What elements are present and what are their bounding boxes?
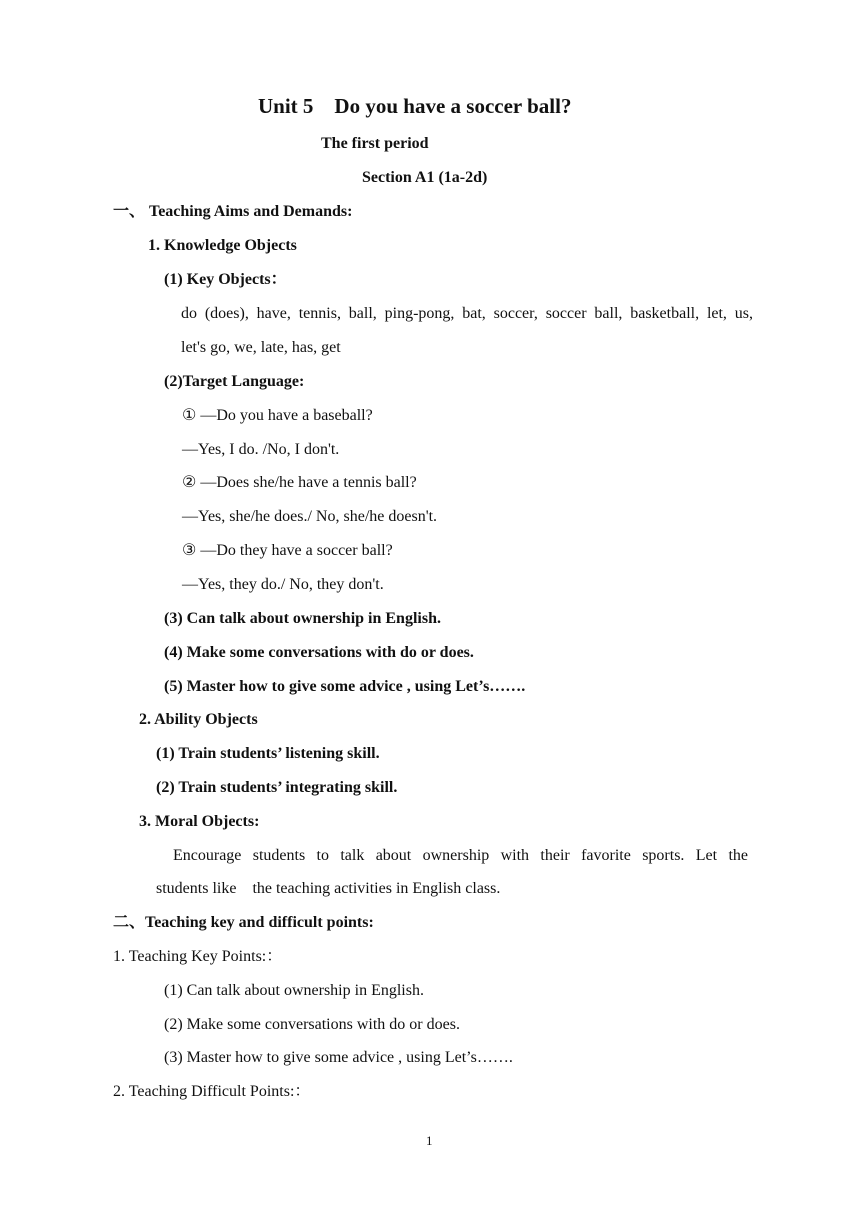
- key-words-line-2: let's go, we, late, has, get: [181, 339, 341, 356]
- key-words-line-1: do (does), have, tennis, ball, ping-pong, bat, soccer, soccer ball, basketball, let, us,: [181, 305, 753, 322]
- target-language-line: —Yes, she/he does./ No, she/he doesn't.: [182, 508, 438, 525]
- target-language-heading: (2)Target Language:: [164, 373, 305, 390]
- target-language-line: ② —Does she/he have a tennis ball?: [182, 474, 417, 491]
- ability-item-1: (1) Train students’ listening skill.: [156, 745, 380, 762]
- document-title: Unit 5 Do you have a soccer ball?: [258, 94, 572, 118]
- document-subtitle: The first period: [321, 135, 429, 152]
- key-objects-heading: (1) Key Objects：: [164, 271, 287, 288]
- moral-objects-heading: 3. Moral Objects:: [139, 813, 260, 830]
- knowledge-item-5: (5) Master how to give some advice , using Let’s…….: [164, 678, 526, 695]
- knowledge-objects-heading: 1. Knowledge Objects: [148, 237, 297, 254]
- key-point-item: (3) Master how to give some advice , using Let’s…….: [164, 1049, 513, 1066]
- moral-paragraph-line-1: Encourage students to talk about ownership with their favorite sports. Let the: [173, 847, 748, 864]
- ability-objects-heading: 2. Ability Objects: [139, 711, 258, 728]
- ability-item-2: (2) Train students’ integrating skill.: [156, 779, 398, 796]
- target-language-line: —Yes, they do./ No, they don't.: [182, 576, 384, 593]
- section-label: Section A1 (1a-2d): [362, 169, 488, 186]
- key-point-item: (1) Can talk about ownership in English.: [164, 982, 424, 999]
- page-number: 1: [426, 1133, 433, 1148]
- part2-heading: 二、Teaching key and difficult points:: [113, 914, 374, 931]
- knowledge-item-3: (3) Can talk about ownership in English.: [164, 610, 441, 627]
- part1-heading: 一、 Teaching Aims and Demands:: [113, 203, 353, 220]
- moral-paragraph-line-2: students like the teaching activities in English class.: [156, 880, 501, 897]
- key-points-heading: 1. Teaching Key Points:：: [113, 948, 283, 965]
- target-language-line: ① —Do you have a baseball?: [182, 407, 373, 424]
- target-language-line: —Yes, I do. /No, I don't.: [182, 441, 340, 458]
- difficult-points-heading: 2. Teaching Difficult Points:：: [113, 1083, 311, 1100]
- knowledge-item-4: (4) Make some conversations with do or does.: [164, 644, 474, 661]
- target-language-line: ③ —Do they have a soccer ball?: [182, 542, 393, 559]
- key-point-item: (2) Make some conversations with do or does.: [164, 1016, 460, 1033]
